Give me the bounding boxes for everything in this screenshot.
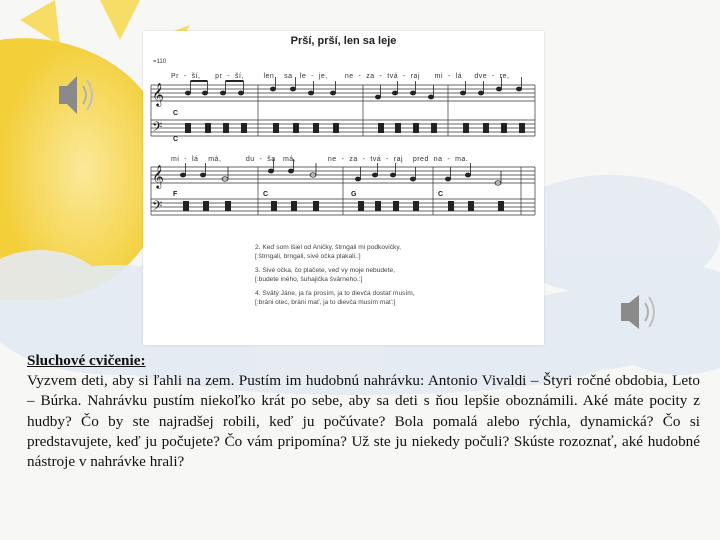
audio-speaker-left[interactable]: [55, 70, 105, 125]
chord-label: C: [438, 191, 444, 198]
svg-text:𝄢: 𝄢: [152, 198, 163, 217]
verse-3: 3. Sivé očka, čo plačete, veď vy moje nebudete, [:budete iného, šuhajička švárneho.:]: [255, 267, 396, 283]
song-title: Prší, prší, len sa leje: [290, 35, 397, 47]
lyrics-line-1: Pr - ší, pr - ší, len sa le - je, ne - za - tvá - raj mi - lá dve - re,: [171, 73, 510, 80]
exercise-body: Vyzvem deti, aby si ľahli na zem. Pustím im hudobnú nahrávku: Antonio Vivaldi – Štyri ročné obdobia, Leto – Búrka. Nahrávku pustím niekoľko krát po sebe, aby sa deti s ňou lepšie oboznámili. Aké máte pocity z hudby? Čo by ste najradšej robili, keď ju počúvate? Bola pomalá alebo rýchla, dynamická? Čo si predstavujete, keď ju počujete? Čo vám pripomína? Už ste ju niekedy počuli? Skúste rozoznať, aké hudobné nástroje v nahrávke hrali?: [27, 372, 700, 471]
verse-4: 4. Svätý Jáne, ja ťa prosím, ja to dievča dostať musím, [:bráni otec, bráni mať, ja to dievča musím mať:]: [255, 290, 415, 306]
verses: [255, 243, 535, 312]
chord-label: C: [173, 136, 179, 143]
chord-label: F: [173, 191, 178, 198]
chord-label: C: [263, 191, 269, 198]
svg-text:𝄞: 𝄞: [152, 164, 164, 188]
verse-2: 2. Keď som išiel od Aničky, štrngali mi podkovičky, [:štrngali, brngali, sivé očka plakali.:]: [255, 244, 401, 260]
chord-label: G: [351, 191, 357, 198]
svg-text:𝄢: 𝄢: [152, 119, 163, 138]
exercise-text: [27, 351, 700, 472]
audio-speaker-right[interactable]: [617, 293, 667, 348]
svg-text:𝄞: 𝄞: [152, 82, 164, 106]
lyrics-line-2: mi - lá má, du - ša má, ne - za - tvá - raj pred na - ma.: [171, 156, 469, 163]
exercise-heading: Sluchové cvičenie:: [27, 352, 146, 369]
speaker-icon: [617, 293, 667, 343]
sheet-music: [143, 31, 544, 345]
speaker-icon: [55, 70, 105, 120]
chord-label: C: [173, 110, 179, 117]
tempo-marking: =110: [153, 59, 167, 65]
